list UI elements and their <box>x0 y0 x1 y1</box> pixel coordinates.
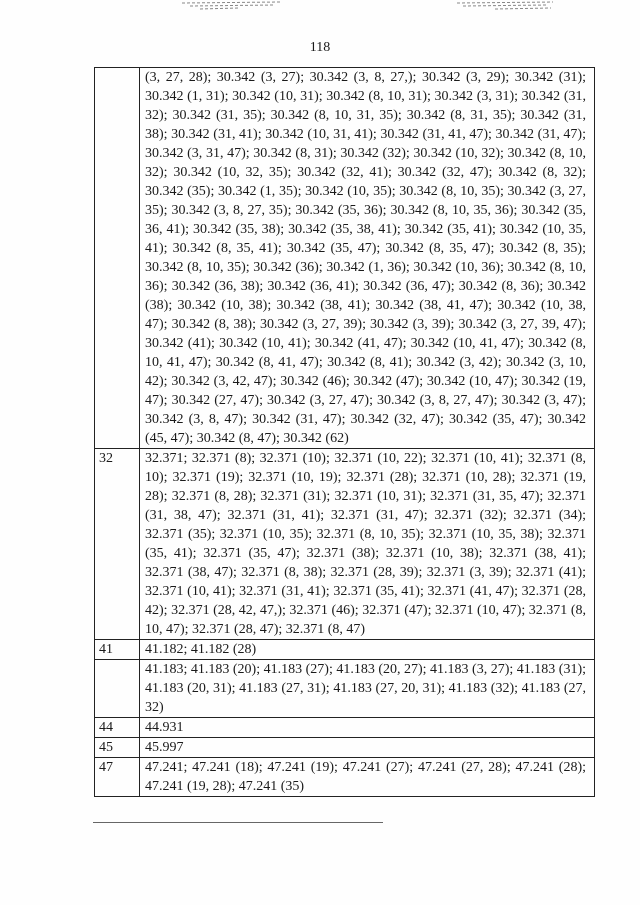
row-text: 41.182; 41.182 (28) <box>140 640 595 660</box>
row-code: 41 <box>95 640 140 660</box>
row-code <box>95 68 140 449</box>
table-row <box>95 738 595 758</box>
table-row <box>95 758 595 797</box>
table-row <box>95 68 595 449</box>
row-text: 47.241; 47.241 (18); 47.241 (19); 47.241 (27); 47.241 (27, 28); 47.241 (28); 47.241 (19, 28); 47.241 (35) <box>140 758 595 797</box>
code-table <box>94 67 595 797</box>
row-text: 45.997 <box>140 738 595 758</box>
row-code: 32 <box>95 449 140 640</box>
table-row <box>95 718 595 738</box>
table-row <box>95 640 595 660</box>
row-text: 32.371; 32.371 (8); 32.371 (10); 32.371 (10, 22); 32.371 (10, 41); 32.371 (8, 10); 32.371 (19); 32.371 (10, 19); 32.371 (28); 32.371 (10, 28); 32.371 (19, 28); 32.371 (8, 28); 32.371 (31); 32.371 (10, 31); 32.371 (31, 35, 47); 32.371 (31, 38, 47); 32.371 (31, 41); 32.371 (31, 47); 32.371 (32); 32.371 (34); 32.371 (35); 32.371 (10, 35); 32.371 (8, 10, 35); 32.371 (10, 35, 38); 32.371 (35, 41); 32.371 (35, 47); 32.371 (38); 32.371 (10, 38); 32.371 (38, 41); 32.371 (38, 47); 32.371 (8, 38); 32.371 (28, 39); 32.371 (3, 39); 32.371 (41); 32.371 (10, 41); 32.371 (31, 41); 32.371 (35, 41); 32.371 (41, 47); 32.371 (28, 42); 32.371 (28, 42, 47,); 32.371 (46); 32.371 (47); 32.371 (10, 47); 32.371 (8, 10, 47); 32.371 (28, 47); 32.371 (8, 47) <box>140 449 595 640</box>
row-code: 47 <box>95 758 140 797</box>
row-text: (3, 27, 28); 30.342 (3, 27); 30.342 (3, 8, 27,); 30.342 (3, 29); 30.342 (31); 30.342 (1, 31); 30.342 (10, 31); 30.342 (8, 10, 31); 30.342 (3, 31); 30.342 (31, 32); 30.342 (31, 35); 30.342 (8, 10, 31, 35); 30.342 (8, 31, 35); 30.342 (31, 38); 30.342 (31, 41); 30.342 (10, 31, 41); 30.342 (31, 41, 47); 30.342 (31, 47); 30.342 (3, 31, 47); 30.342 (8, 31); 30.342 (32); 30.342 (10, 32); 30.342 (8, 10, 32); 30.342 (10, 32, 35); 30.342 (32, 41); 30.342 (32, 47); 30.342 (8, 32); 30.342 (35); 30.342 (1, 35); 30.342 (10, 35); 30.342 (8, 10, 35); 30.342 (3, 27, 35); 30.342 (3, 8, 27, 35); 30.342 (35, 36); 30.342 (8, 10, 35, 36); 30.342 (35, 36, 41); 30.342 (35, 38); 30.342 (35, 38, 41); 30.342 (35, 41); 30.342 (10, 35, 41); 30.342 (8, 35, 41); 30.342 (35, 47); 30.342 (8, 35, 47); 30.342 (8, 35); 30.342 (8, 10, 35); 30.342 (36); 30.342 (1, 36); 30.342 (10, 36); 30.342 (8, 10, 36); 30.342 (36, 38); 30.342 (36, 41); 30.342 (36, 47); 30.342 (8, 36); 30.342 (38); 30.342 (10, 38); 30.342 (38, 41); 30.342 (38, 41, 47); 30.342 (10, 38, 47); 30.342 (8, 38); 30.342 (3, 27, 39); 30.342 (3, 39); 30.342 (3, 27, 39, 47); 30.342 (41); 30.342 (10, 41); 30.342 (41, 47); 30.342 (10, 41, 47); 30.342 (8, 10, 41, 47); 30.342 (8, 41, 47); 30.342 (8, 41); 30.342 (3, 42); 30.342 (3, 10, 42); 30.342 (3, 42, 47); 30.342 (46); 30.342 (47); 30.342 (10, 47); 30.342 (19, 47); 30.342 (27, 47); 30.342 (3, 27, 47); 30.342 (3, 8, 27, 47); 30.342 (3, 47); 30.342 (3, 8, 47); 30.342 (31, 47); 30.342 (32, 47); 30.342 (35, 47); 30.342 (45, 47); 30.342 (8, 47); 30.342 (62) <box>140 68 595 449</box>
row-text: 41.183; 41.183 (20); 41.183 (27); 41.183 (20, 27); 41.183 (3, 27); 41.183 (31); 41.183 (20, 31); 41.183 (27, 31); 41.183 (27, 20, 31); 41.183 (32); 41.183 (27, 32) <box>140 660 595 718</box>
row-code <box>95 660 140 718</box>
page-number: 118 <box>309 40 331 55</box>
row-text: 44.931 <box>140 718 595 738</box>
bottom-rule <box>93 822 383 823</box>
scan-artifact-left <box>180 0 285 12</box>
table-row <box>95 449 595 640</box>
scan-artifact-right <box>455 0 555 12</box>
row-code: 44 <box>95 718 140 738</box>
row-code: 45 <box>95 738 140 758</box>
table-row <box>95 660 595 718</box>
